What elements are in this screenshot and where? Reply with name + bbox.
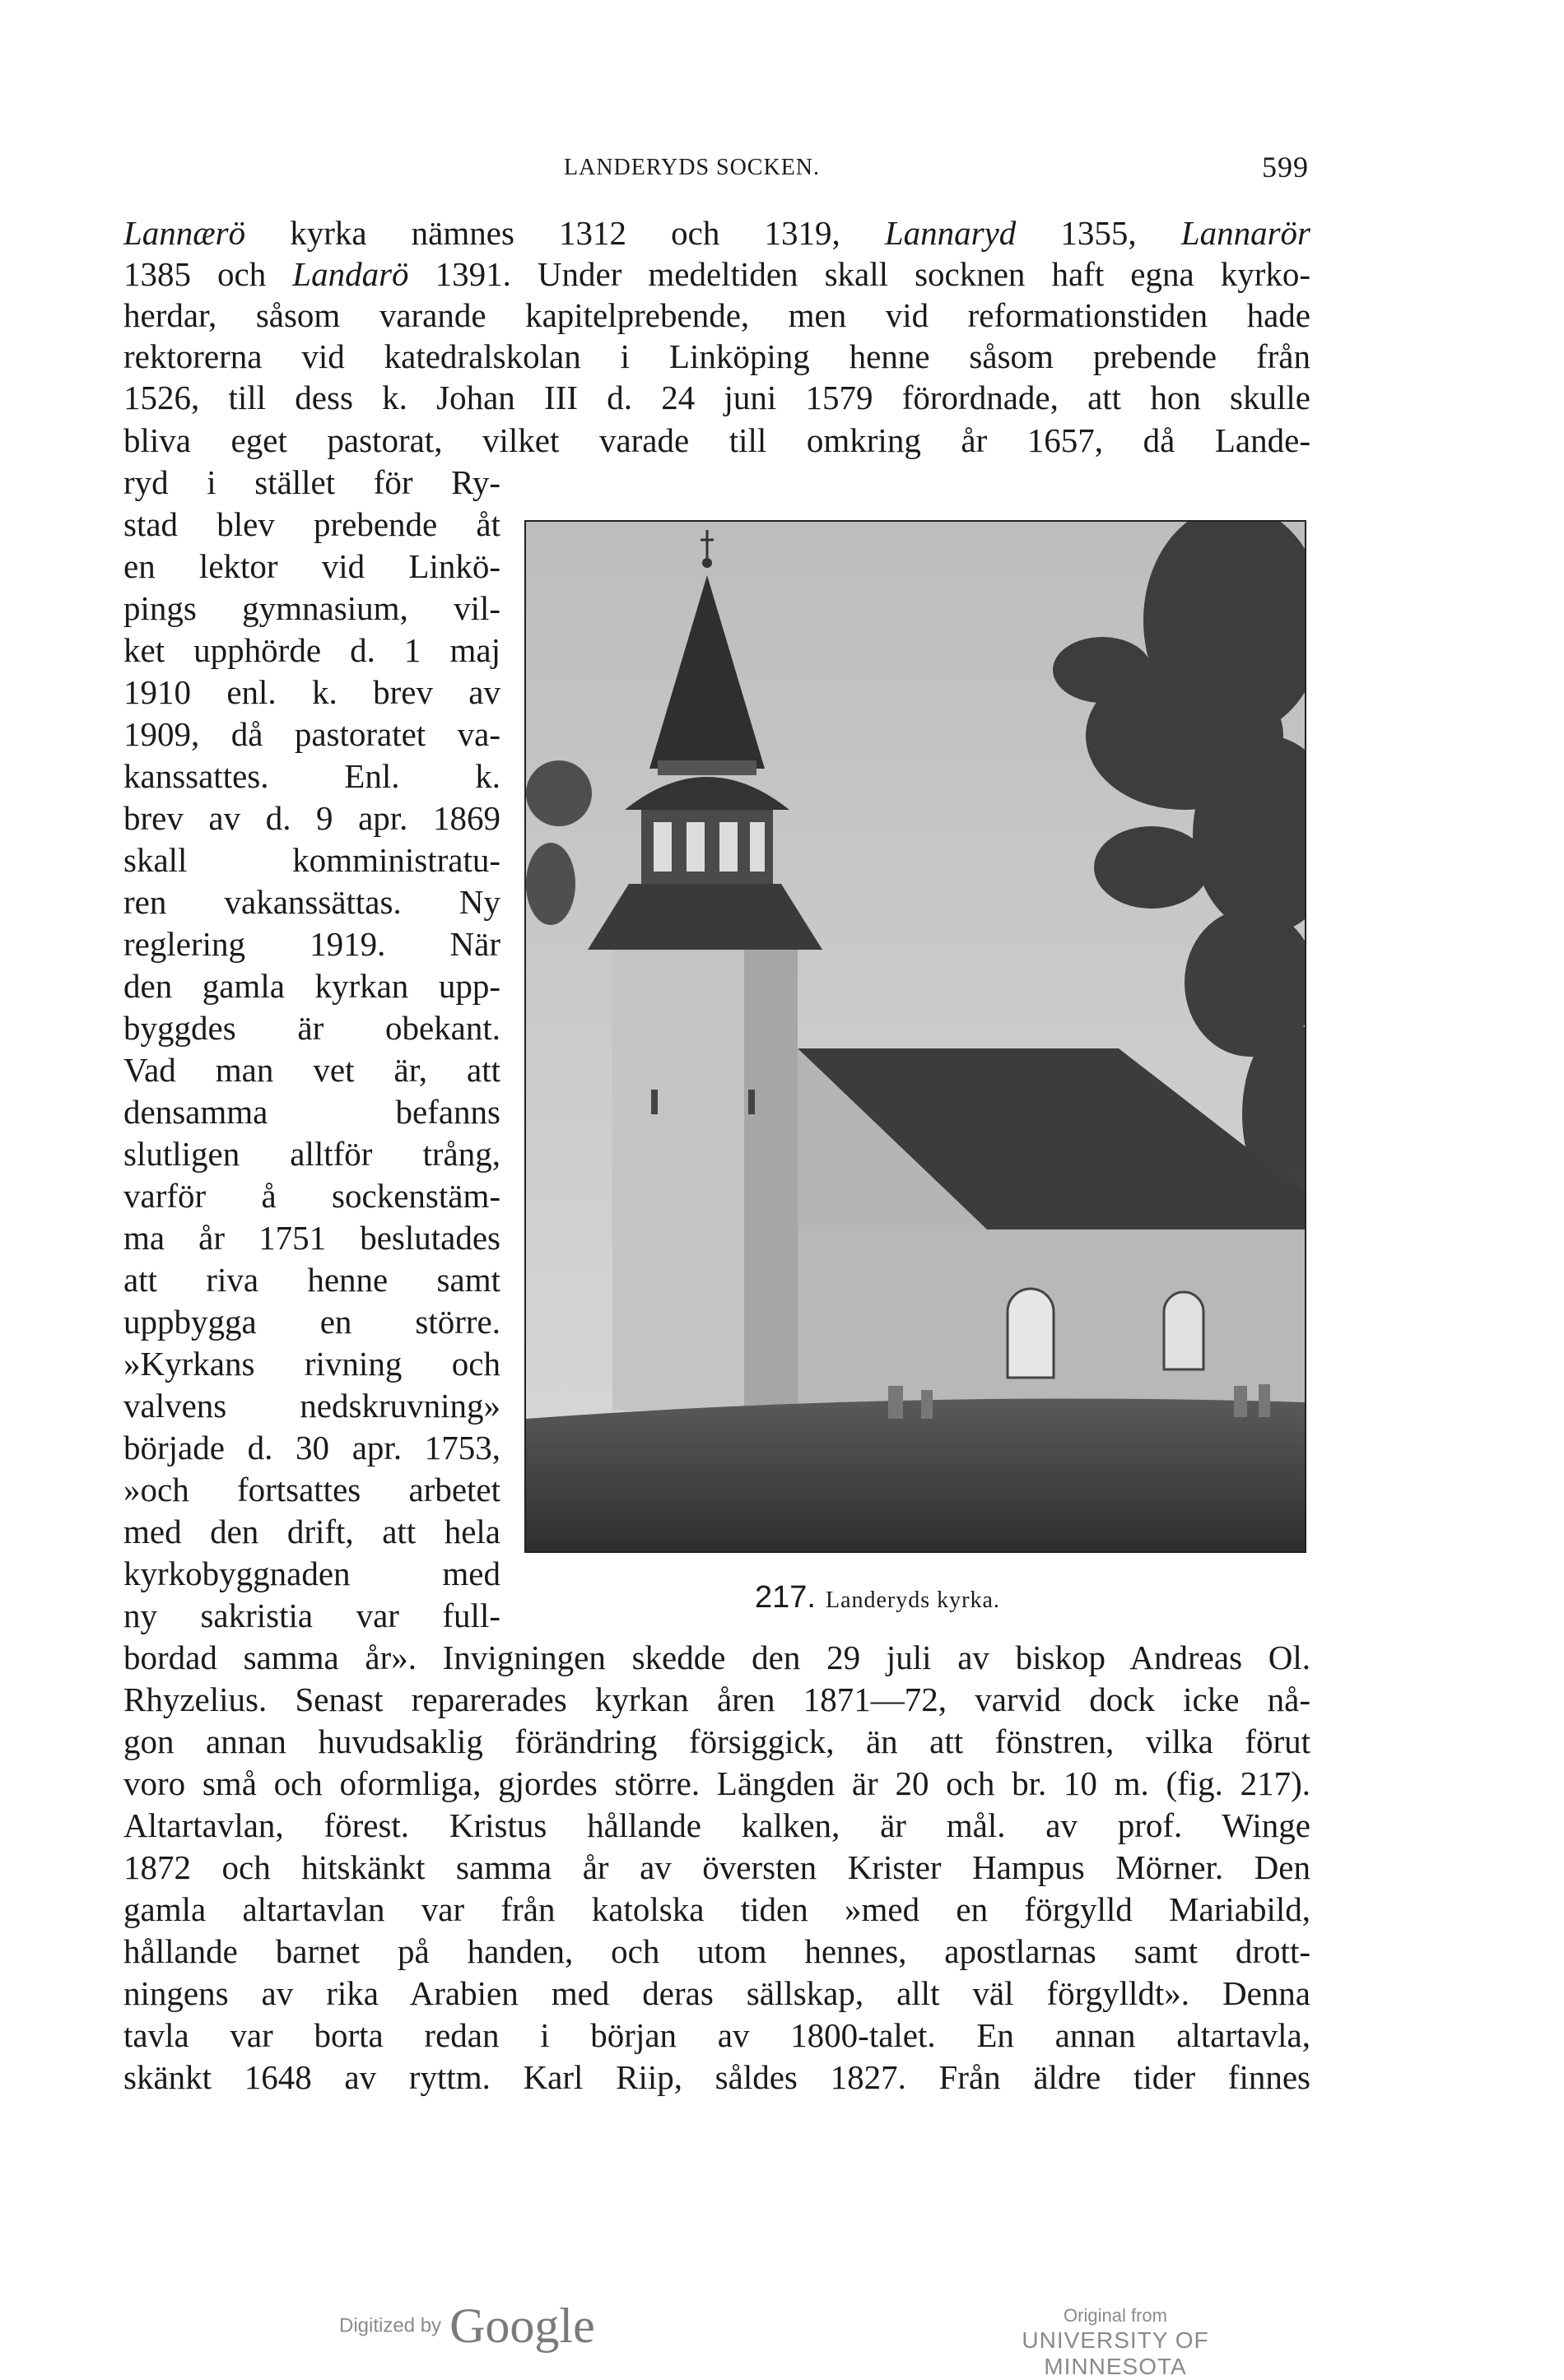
digitized-by-label: Digitized by [339,2314,442,2337]
google-logo: Google [449,2299,595,2353]
text-line: gon annan huvudsaklig förändring försiggick, än att fönstren, vilka förut [123,1722,1310,1760]
text-line: kyrkobyggnaden med [123,1555,500,1592]
text-line: att riva henne samt [123,1261,500,1299]
text-line: byggdes är obekant. [123,1009,500,1047]
text-line: 1910 enl. k. brev av [123,673,500,711]
text-line [123,253,1310,295]
text-line: rektorerna vid katedralskolan i Linköping henne såsom prebende från [123,337,1310,375]
text-line: ryd i stället för Ry- [123,463,500,501]
place-name: Lannaryd [884,214,1017,252]
text-line: pings gymnasium, vil- [123,589,500,627]
page-number: 599 [1262,151,1309,184]
text-line: »och fortsattes arbetet [123,1471,500,1508]
text-line: herdar, såsom varande kapitelprebende, men vid reformationstiden hade [123,296,1310,334]
text-line: skall komministratu- [123,841,500,879]
text-line: hållande barnet på handen, och utom hennes, apostlarnas samt drott- [123,1932,1310,1970]
text-line [123,212,1310,253]
text-line: ma år 1751 beslutades [123,1219,500,1257]
place-name: Lannarör [1180,214,1311,252]
original-from-label: Original from [1064,2305,1167,2326]
text-line: ny sakristia var full- [123,1597,500,1634]
text-line: 1526, till dess k. Johan III d. 24 juni 1579 förordnade, att hon skulle [123,379,1310,416]
text-line: slutligen alltför trång, [123,1135,500,1173]
digitized-by-watermark [339,2298,595,2354]
text-run: 1355, [1016,214,1181,252]
figure-number: 217. [755,1580,816,1615]
figure-caption [755,1580,1000,1615]
running-header [123,151,1309,188]
text-line: brev av d. 9 apr. 1869 [123,799,500,837]
text-line: ren vakanssättas. Ny [123,883,500,921]
text-line: Rhyzelius. Senast reparerades kyrkan åren 1871—72, varvid dock icke nå- [123,1680,1310,1718]
church-photo [524,520,1306,1553]
text-line: skänkt 1648 av ryttm. Karl Riip, såldes 1827. Från äldre tider finnes [123,2058,1310,2096]
text-run: 1391. Under medeltiden skall socknen haft egna kyrko- [408,255,1310,293]
text-line: började d. 30 apr. 1753, [123,1429,500,1467]
text-line: voro små och oformliga, gjordes större. Längden är 20 och br. 10 m. (fig. 217). [123,1764,1310,1802]
text-line: varför å sockenstäm- [123,1177,500,1215]
text-run: kyrka nämnes 1312 och 1319, [245,214,885,252]
text-line: »Kyrkans rivning och [123,1345,500,1383]
text-line: ningens av rika Arabien med deras sällskap, allt väl förgylldt». Denna [123,1974,1310,2012]
figure-caption-text: Landeryds kyrka. [825,1587,1000,1613]
text-line: uppbygga en större. [123,1303,500,1341]
text-line: med den drift, att hela [123,1513,500,1550]
text-line: en lektor vid Linkö- [123,547,500,585]
text-run: 1385 och [123,255,293,293]
text-line: den gamla kyrkan upp- [123,967,500,1005]
text-line: stad blev prebende åt [123,505,500,543]
text-line: bliva eget pastorat, vilket varade till omkring år 1657, då Lande- [123,421,1310,459]
text-line: valvens nedskruvning» [123,1387,500,1425]
running-title: LANDERYDS SOCKEN. [564,155,821,180]
original-from-watermark [963,2304,1268,2380]
text-line: tavla var borta redan i början av 1800-talet. En annan altartavla, [123,2016,1310,2054]
text-line: Vad man vet är, att [123,1051,500,1089]
place-name: Lannærö [123,214,246,252]
text-line: densamma befanns [123,1093,500,1131]
text-line: 1872 och hitskänkt samma år av översten Krister Hampus Mörner. Den [123,1848,1310,1886]
text-line: reglering 1919. När [123,925,500,963]
text-line: gamla altartavlan var från katolska tiden »med en förgylld Mariabild, [123,1890,1310,1928]
text-line: kanssattes. Enl. k. [123,757,500,795]
place-name: Landarö [292,255,409,293]
institution-name: UNIVERSITY OF MINNESOTA [1022,2327,1209,2379]
text-line: bordad samma år». Invigningen skedde den 29 juli av biskop Andreas Ol. [123,1639,1310,1676]
text-line: ket upphörde d. 1 maj [123,631,500,669]
text-line: Altartavlan, förest. Kristus hållande kalken, är mål. av prof. Winge [123,1806,1310,1844]
text-line: 1909, då pastoratet va- [123,715,500,753]
